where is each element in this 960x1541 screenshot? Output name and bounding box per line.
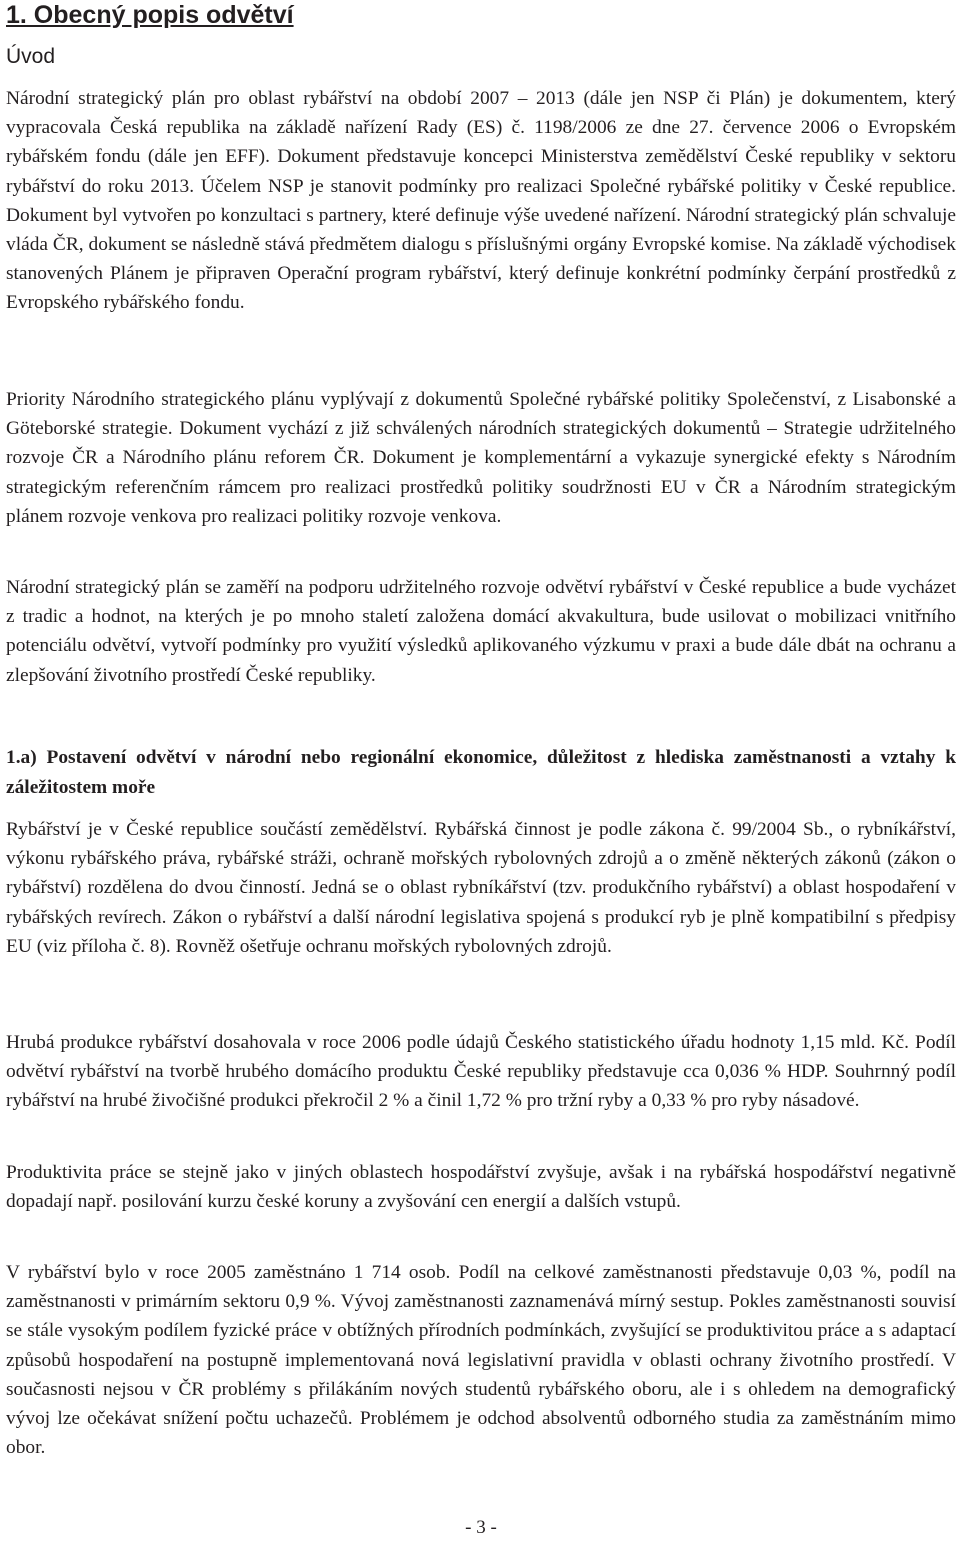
subsection-paragraph-1: Rybářství je v České republice součástí zemědělství. Rybářská činnost je podle zákona č. 99/2004 Sb., o rybníkářství, výkonu rybářského práva, rybářské stráži, ochraně mořských rybolovných zdrojů a o změně některých zákonů (zákon o rybářství) rozdělena do dvou činností. Jedná se o oblast rybníkářství (tzv. produkčního rybářství) a oblast hospodaření v rybářských revírech. Zákon o rybářství a další národní legislativa spojená s produkcí ryb je plně kompatibilní s předpisy EU (viz příloha č. 8). Rovněž ošetřuje ochranu mořských rybolovných zdrojů. <box>6 819 956 957</box>
subsection-paragraph-2: Hrubá produkce rybářství dosahovala v roce 2006 podle údajů Českého statistického úřadu hodnoty 1,15 mld. Kč. Podíl odvětví rybářství na tvorbě hrubého domácího produktu České republiky představuje cca 0,036 % HDP. Souhrnný podíl rybářství na hrubé živočišné produkci překročil 2 % a činil 1,72 % pro tržní ryby a 0,33 % pro ryby násadové. <box>6 1032 956 1112</box>
section-heading-uvod: Úvod <box>6 45 56 68</box>
intro-paragraph-1: Národní strategický plán pro oblast rybářství na období 2007 – 2013 (dále jen NSP či Plán) je dokumentem, který vypracovala Česká republika na základě nařízení Rady (ES) č. 1198/2006 ze dne 27. července 2006 o Evropském rybářském fondu (dále jen EFF). Dokument představuje koncepci Ministerstva zemědělství České republiky v sektoru rybářství do roku 2013. Účelem NSP je stanovit podmínky pro realizaci Společné rybářské politiky v České republice. Dokument byl vytvořen po konzultaci s partnery, které definuje výše uvedené nařízení. Národní strategický plán schvaluje vláda ČR, dokument se následně stává předmětem dialogu s příslušnými orgány Evropské komise. Na základě východisek stanovených Plánem je připraven Operační program rybářství, který definuje konkrétní podmínky čerpání prostředků z Evropského rybářského fondu. <box>6 88 956 314</box>
subsection-paragraph-3: Produktivita práce se stejně jako v jiných oblastech hospodářství zvyšuje, avšak i na rybářská hospodářství negativně dopadají např. posilování kurzu české koruny a zvyšování cen energií a dalších vstupů. <box>6 1162 956 1213</box>
intro-paragraph-3: Národní strategický plán se zaměří na podporu udržitelného rozvoje odvětví rybářství v České republice a bude vycházet z tradic a hodnot, na kterých je po mnoho staletí založena domácí akvakultura, bude usilovat o mobilizaci vnitřního potenciálu odvětví, vytvoří podmínky pro využití výsledků aplikovaného výzkumu v praxi a bude dále dbát na ochranu a zlepšování životního prostředí České republiky. <box>6 577 956 686</box>
chapter-title: 1. Obecný popis odvětví <box>6 1 294 29</box>
page-number: - 3 - <box>465 1517 497 1538</box>
subsection-heading: 1.a) Postavení odvětví v národní nebo regionální ekonomice, důležitost z hlediska zaměstnanosti a vztahy k záležitostem moře <box>6 747 956 798</box>
intro-paragraph-2: Priority Národního strategického plánu vyplývají z dokumentů Společné rybářské politiky Společenství, z Lisabonské a Göteborské strategie. Dokument vychází z již schválených národních strategických dokumentů – Strategie udržitelného rozvoje ČR a Národního plánu reforem ČR. Dokument je komplementární a vykazuje synergické efekty s Národním strategickým referenčním rámcem pro realizaci prostředků politiky soudržnosti EU v ČR a Národním strategickým plánem rozvoje venkova pro realizaci politiky rozvoje venkova. <box>6 389 956 527</box>
subsection-paragraph-4: V rybářství bylo v roce 2005 zaměstnáno 1 714 osob. Podíl na celkové zaměstnanosti představuje 0,03 %, podíl na zaměstnanosti v primárním sektoru 0,9 %. Vývoj zaměstnanosti zaznamenává mírný sestup. Pokles zaměstnanosti souvisí se stále vysokým podílem fyzické práce v obtížných přírodních podmínkách, zvyšující se produktivitou práce a s adaptací způsobů hospodaření na postupně implementovaná nová legislativní pravidla v oblasti ochrany životního prostředí. V současnosti nejsou v ČR problémy s přilákáním nových studentů rybářského oboru, ale i s ohledem na demografický vývoj lze očekávat snížení počtu uchazečů. Problémem je odchod absolventů odborného studia za zaměstnáním mimo obor. <box>6 1262 956 1459</box>
